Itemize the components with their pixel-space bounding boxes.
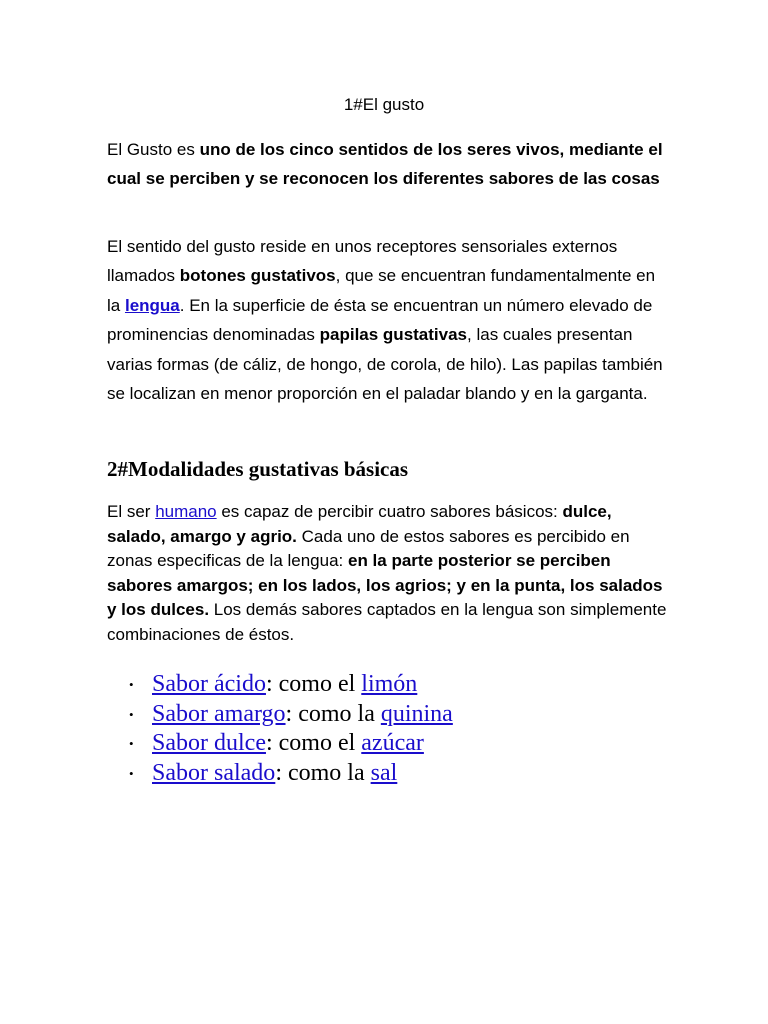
intro-bold-text: uno de los cinco sentidos de los seres vivos, mediante el cual se perciben y se reconocen los diferentes sabores de las cosas [107,140,663,188]
intro-text: El Gusto es [107,140,200,159]
bullet-icon: • [129,677,134,692]
intro-paragraph [107,135,667,193]
papilas-gustativas-bold: papilas gustativas [319,325,468,345]
modalidades-text-2: es capaz de percibir cuatro sabores básicos: [216,502,563,521]
modalidades-text-3: Cada uno de estos sabores es percibido en zonas especificas de la lengua: [107,526,630,570]
list-item [107,670,667,700]
bullet-icon: • [129,736,134,751]
modalidades-text-1: El ser [107,502,156,521]
list-item [107,759,667,789]
azucar-link[interactable]: azúcar [361,730,424,756]
gusto-paragraph [107,232,667,408]
lengua-link[interactable]: lengua [124,295,180,315]
limon-link[interactable]: limón [361,671,418,697]
bullet-text: : como el [265,730,362,756]
gusto-text-1: El sentido del gusto reside en unos receptores sensoriales externos llamados [107,237,618,286]
gusto-text-4: , las cuales presentan varias formas (de cáliz, de hongo, de corola, de hilo). Las papilas también se localizan en menor proporción en el paladar blando y en la garganta. [107,325,663,404]
gusto-text-2: , que se encuentran fundamentalmente en la [107,266,656,315]
section-title: 1#El gusto [343,95,425,114]
humano-link[interactable]: humano [155,502,217,521]
sabor-amargo-link[interactable]: Sabor amargo [152,700,286,727]
modalidades-paragraph [107,500,667,647]
modalidades-text-4: Los demás sabores captados en la lengua son simplemente combinaciones de éstos. [107,600,667,644]
quinina-link[interactable]: quinina [380,700,453,727]
sabor-dulce-link[interactable]: Sabor dulce [152,730,266,756]
section-heading: 2#Modalidades gustativas básicas [107,457,409,481]
sabor-acido-link[interactable]: Sabor ácido [152,671,266,697]
bullet-text: : como la [275,759,371,786]
list-item [107,700,667,730]
sabores-list [107,670,667,788]
sabores-basicos-bold: dulce, salado, amargo y agrio. [107,502,612,546]
gusto-text-3: . En la superficie de ésta se encuentran un número elevado de prominencias denominadas [107,295,653,345]
sal-link[interactable]: sal [370,759,398,786]
sabor-salado-link[interactable]: Sabor salado [152,759,276,786]
bullet-text: : como la [285,700,381,727]
bullet-icon: • [129,706,134,722]
botones-gustativos-bold: botones gustativos [179,266,336,286]
bullet-icon: • [129,765,134,781]
zonas-lengua-bold: en la parte posterior se perciben sabores amargos; en los lados, los agrios; y en la punta, los salados y los dulces. [107,551,663,619]
bullet-text: : como el [265,671,362,697]
list-item [107,729,667,759]
